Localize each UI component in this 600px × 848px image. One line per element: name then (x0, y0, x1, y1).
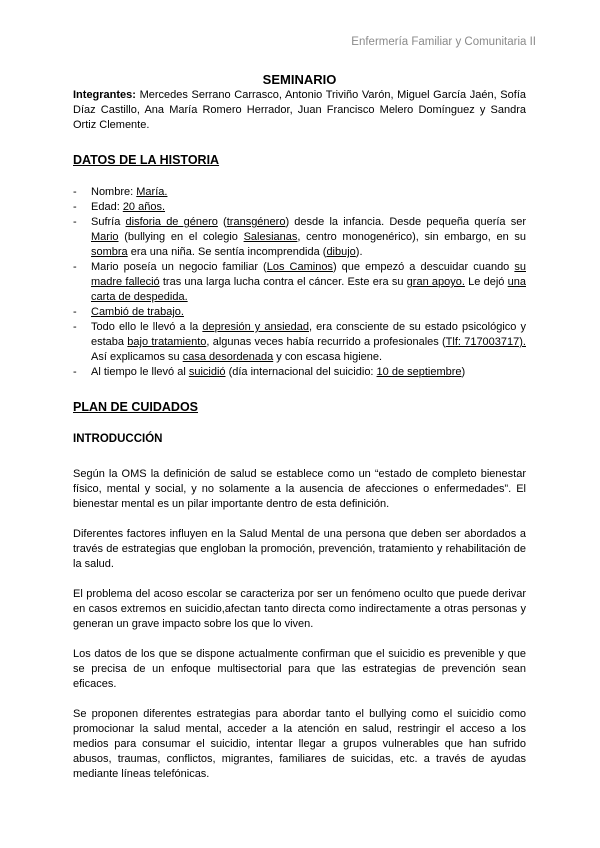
list-item-name: - Nombre: María. (73, 185, 526, 200)
paragraph-prevention: Los datos de los que se dispone actualmente confirman que el suicidio es prevenible y que se precisa de un enfoque multisectorial para que las estrategias de prevención sean eficaces. (73, 648, 526, 690)
members-names: Mercedes Serrano Carrasco, Antonio Triviño Varón, Miguel García Jaén, Sofía Díaz Castillo, Ana María Romero Herrador, Juan Francisco Melero Domínguez y Sandra Ortiz Clemente. (73, 89, 526, 131)
list-item-age: - Edad: 20 años. (73, 200, 526, 215)
page-header: Enfermería Familiar y Comunitaria II (351, 36, 536, 48)
members-label: Integrantes: (73, 89, 136, 101)
history-list (73, 185, 526, 380)
list-item-suicide: - Al tiempo le llevó al suicidió (día internacional del suicidio: 10 de septiembre) (73, 365, 526, 380)
document-body (73, 72, 526, 797)
list-item-dysphoria: - Sufría disforia de género (transgénero) desde la infancia. Desde pequeña quería ser Mario (bullying en el colegio Salesianas, centro monogenérico), sin embargo, en su sombra era una niña. Se sentía incomprendida (dibujo). (73, 215, 526, 260)
document-title: SEMINARIO (262, 72, 337, 87)
paragraph-factors: Diferentes factores influyen en la Salud Mental de una persona que deben ser abordados a través de estrategias que engloban la promoción, prevención, tratamiento y rehabilitación de la salud. (73, 528, 526, 570)
care-plan-heading: PLAN DE CUIDADOS (73, 400, 199, 414)
introduction-heading: INTRODUCCIÓN (73, 433, 163, 445)
list-item-job: - Cambió de trabajo. (73, 305, 526, 320)
paragraph-strategies: Se proponen diferentes estrategias para abordar tanto el bullying como el suicidio como promocionar la salud mental, acceder a la atención en salud, restringir el acceso a los medios para consumar el suicidio, intentar llegar a grupos vulnerables que han sufrido abusos, traumas, conflictos, migrantes, familiares de suicidas, etc. a través de ayudas mediante líneas telefónicas. (73, 708, 526, 780)
history-heading: DATOS DE LA HISTORIA (73, 153, 220, 167)
paragraph-who-definition: Según la OMS la definición de salud se establece como un “estado de completo bienestar físico, mental y social, y no solamente a la ausencia de afecciones o enfermedades”. El bienestar mental es un pilar importante dentro de esta definición. (73, 468, 526, 510)
paragraph-bullying: El problema del acoso escolar se caracteriza por ser un fenómeno oculto que puede derivar en casos extremos en suicidio,afectan tanto directa como indirectamente a otras personas y generan un grave impacto sobre los que lo viven. (73, 588, 526, 630)
list-item-business: - Mario poseía un negocio familiar (Los Caminos) que empezó a descuidar cuando su madre falleció tras una larga lucha contra el cáncer. Este era su gran apoyo. Le dejó una carta de despedida. (73, 260, 526, 305)
members-paragraph (73, 88, 526, 133)
list-item-depression: - Todo ello le llevó a la depresión y ansiedad, era consciente de su estado psicológico y estaba bajo tratamiento, algunas veces había recurrido a profesionales (Tlf: 717003717). Así explicamos su casa desordenada y con escasa higiene. (73, 320, 526, 365)
